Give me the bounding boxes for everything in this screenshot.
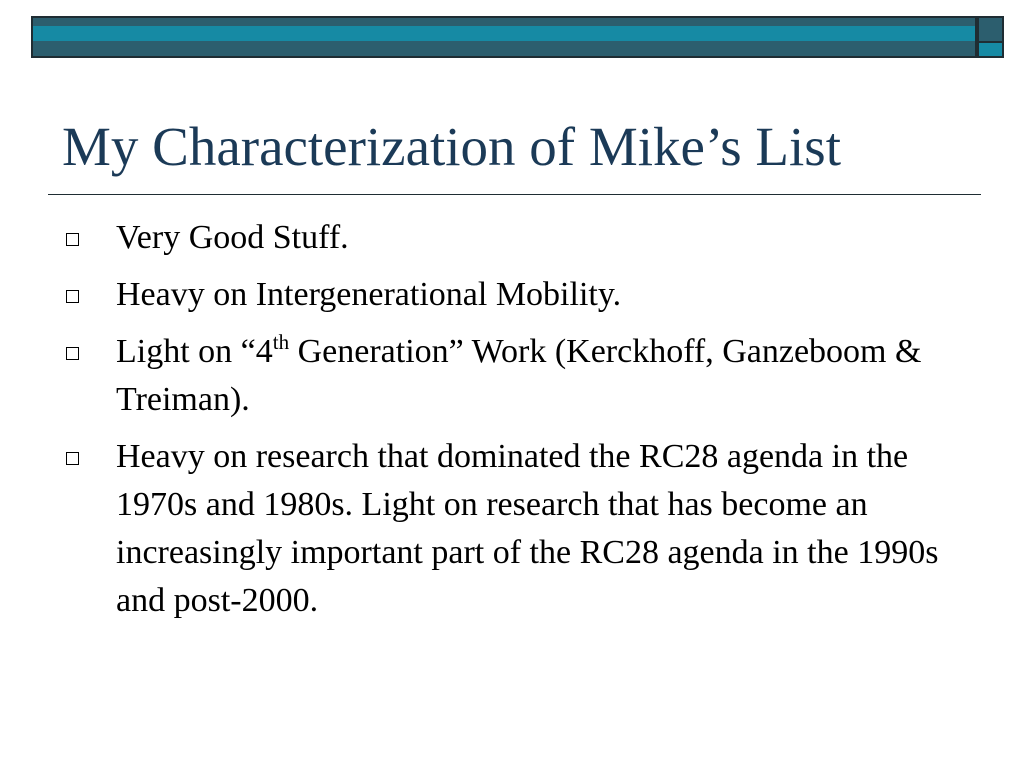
bullet-list (63, 214, 963, 634)
header-corner-square-bottom (977, 41, 1004, 58)
bullet-text-before-superscript: Light on “4 (116, 333, 273, 370)
bullet-text: Heavy on Intergenerational Mobility. (116, 276, 622, 313)
hollow-square-bullet-icon (66, 290, 79, 303)
bullet-item-intergenerational-mobility (63, 271, 963, 319)
ordinal-superscript: th (272, 330, 290, 354)
hollow-square-bullet-icon (66, 347, 79, 360)
bullet-text-after-superscript: Generation” Work (Kerckhoff, Ganzeboom & Treiman). (116, 333, 922, 418)
bullet-item-very-good-stuff (63, 214, 963, 262)
hollow-square-bullet-icon (66, 452, 79, 465)
bullet-text: Very Good Stuff. (116, 219, 349, 256)
slide-title: My Characterization of Mike’s List (62, 116, 841, 177)
title-divider (48, 194, 981, 195)
bullet-item-4th-generation-work (63, 328, 963, 424)
header-decoration-bar (31, 16, 977, 58)
bullet-text: Heavy on research that dominated the RC28 agenda in the 1970s and 1980s. Light on research that has become an increasingly important part of the RC28 agenda in the 1990s and post-2000. (116, 438, 939, 619)
header-corner-square-top (977, 16, 1004, 43)
hollow-square-bullet-icon (66, 233, 79, 246)
bullet-item-rc28-agenda (63, 433, 963, 625)
header-decoration-stripe (33, 26, 975, 41)
